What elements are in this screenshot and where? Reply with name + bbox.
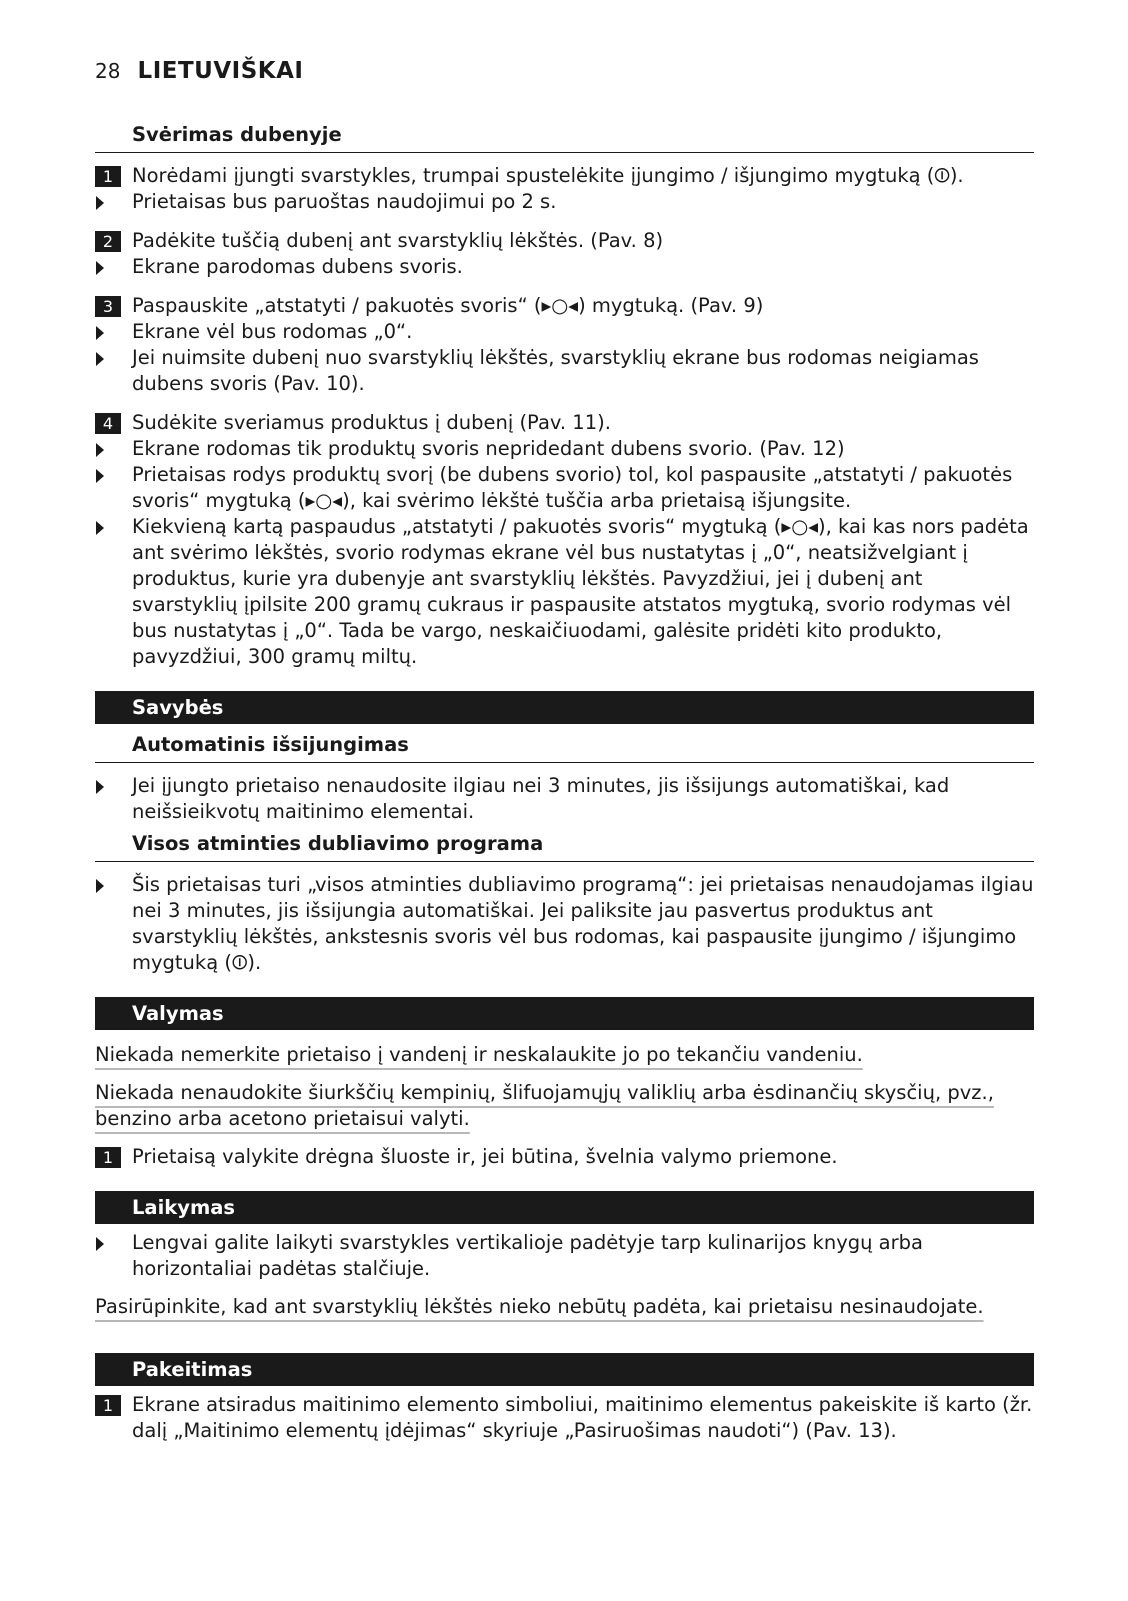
cleaning-warning-1 [95,1042,1034,1068]
page-content [95,122,1034,1444]
result-bullet [95,254,1034,280]
note-text: Pasirūpinkite, kad ant svarstyklių lėkštės nieko nebūtų padėta, kai prietaisu nesinaudojate. [95,1295,984,1318]
bullet-text: Ekrane parodomas dubens svoris. [132,255,463,278]
page-header [95,58,303,88]
bullet-text: Ekrane vėl bus rodomas „0“. [132,320,413,343]
bullet-icon [96,443,104,457]
language-title: LIETUVIŠKAI [137,58,304,84]
step-number: 1 [95,1147,121,1168]
section-replacement-band: Pakeitimas [95,1353,1034,1386]
result-bullet [95,345,1034,397]
bullet-text: Jei nuimsite dubenį nuo svarstyklių lėkštės, svarstyklių ekrane bus rodomas neigiamas dubens svoris (Pav. 10). [132,346,979,395]
bullet-text: Ekrane rodomas tik produktų svoris nepridedant dubens svorio. (Pav. 12) [132,437,845,460]
storage-note [95,1294,1034,1320]
step-1 [95,163,1034,189]
step-3 [95,293,1034,319]
bullet-icon [96,469,104,483]
step-number: 3 [95,296,121,317]
bullet-text: Kiekvieną kartą paspaudus „atstatyti / pakuotės svoris“ mygtuką (▸○◂), kai kas nors padėta ant svėrimo lėkštės, svorio rodymas ekrane vėl bus nustatytas į „0“, neatsižvelgiant į produktus, kurie yra dubenyje ant svarstyklių lėkštės. Pavyzdžiui, jei į dubenį ant svarstyklių įpilsite 200 gramų cukraus ir paspausite atstatos mygtuką, svorio rodymas vėl bus nustatytas į „0“. Tada be vargo, neskaičiuodami, galėsite pridėti kito produkto, pavyzdžiui, 300 gramų miltų. [132,515,1029,668]
result-bullet [95,319,1034,345]
step-number: 1 [95,166,121,187]
bullet-text: Šis prietaisas turi „visos atminties dubliavimo programą“: jei prietaisas nenaudojamas ilgiau nei 3 minutes, jis išsijungia automatiškai. Jei paliksite jau pasvertus produktus ant svarstyklių lėkštės, ankstesnis svoris vėl bus rodomas, kai paspausite įjungimo / išjungimo mygtuką (⏼). [132,873,1034,974]
replacement-step-1 [95,1392,1034,1444]
bullet-icon [96,261,104,275]
bullet-icon [96,1237,104,1251]
step-text: Prietaisą valykite drėgna šluoste ir, jei būtina, švelnia valymo priemone. [132,1145,838,1168]
bullet-text: Jei įjungto prietaiso nenaudosite ilgiau nei 3 minutes, jis išsijungs automatiškai, kad neišsieikvotų maitinimo elementai. [132,774,950,823]
memory-title: Visos atminties dubliavimo programa [95,831,1034,862]
section-weighing-title: Svėrimas dubenyje [95,122,1034,153]
bullet-text: Prietaisas bus paruoštas naudojimui po 2 s. [132,190,557,213]
cleaning-step-1 [95,1144,1034,1170]
result-bullet [95,436,1034,462]
step-text: Ekrane atsiradus maitinimo elemento simboliui, maitinimo elementus pakeiskite iš karto (žr. dalį „Maitinimo elementų įdėjimas“ skyriuje „Pasiruošimas naudoti“) (Pav. 13). [132,1393,1033,1442]
bullet-icon [96,780,104,794]
section-features-band: Savybės [95,691,1034,724]
auto-off-title: Automatinis išsijungimas [95,732,1034,763]
bullet-icon [96,352,104,366]
storage-bullet [95,1230,1034,1282]
bullet-text: Prietaisas rodys produktų svorį (be dubens svorio) tol, kol paspausite „atstatyti / pakuotės svoris“ mygtuką (▸○◂), kai svėrimo lėkštė tuščia arba prietaisą išjungsite. [132,463,1013,512]
step-number: 1 [95,1395,121,1416]
result-bullet [95,189,1034,215]
result-bullet [95,514,1034,670]
step-text: Sudėkite sveriamus produktus į dubenį (Pav. 11). [132,411,611,434]
memory-bullet [95,872,1034,976]
step-text: Padėkite tuščią dubenį ant svarstyklių lėkštės. (Pav. 8) [132,229,664,252]
section-storage-band: Laikymas [95,1191,1034,1224]
bullet-icon [96,326,104,340]
bullet-icon [96,521,104,535]
step-2 [95,228,1034,254]
cleaning-warning-2 [95,1080,1034,1132]
step-text: Paspauskite „atstatyti / pakuotės svoris“ (▸○◂) mygtuką. (Pav. 9) [132,294,764,317]
warning-text: Niekada nemerkite prietaiso į vandenį ir neskalaukite jo po tekančiu vandeniu. [95,1043,863,1066]
bullet-text: Lengvai galite laikyti svarstykles vertikalioje padėtyje tarp kulinarijos knygų arba horizontaliai padėtas stalčiuje. [132,1231,923,1280]
section-cleaning-band: Valymas [95,997,1034,1030]
step-number: 4 [95,413,121,434]
bullet-icon [96,879,104,893]
auto-off-bullet [95,773,1034,825]
bullet-icon [96,196,104,210]
step-text: Norėdami įjungti svarstykles, trumpai spustelėkite įjungimo / išjungimo mygtuką (⏼). [132,164,964,187]
result-bullet [95,462,1034,514]
step-number: 2 [95,231,121,252]
step-4 [95,410,1034,436]
warning-text: Niekada nenaudokite šiurkščių kempinių, šlifuojamųjų valiklių arba ėsdinančių skysčių, pvz., benzino arba acetono prietaisui valyti. [95,1081,994,1130]
page-number: 28 [95,59,121,83]
